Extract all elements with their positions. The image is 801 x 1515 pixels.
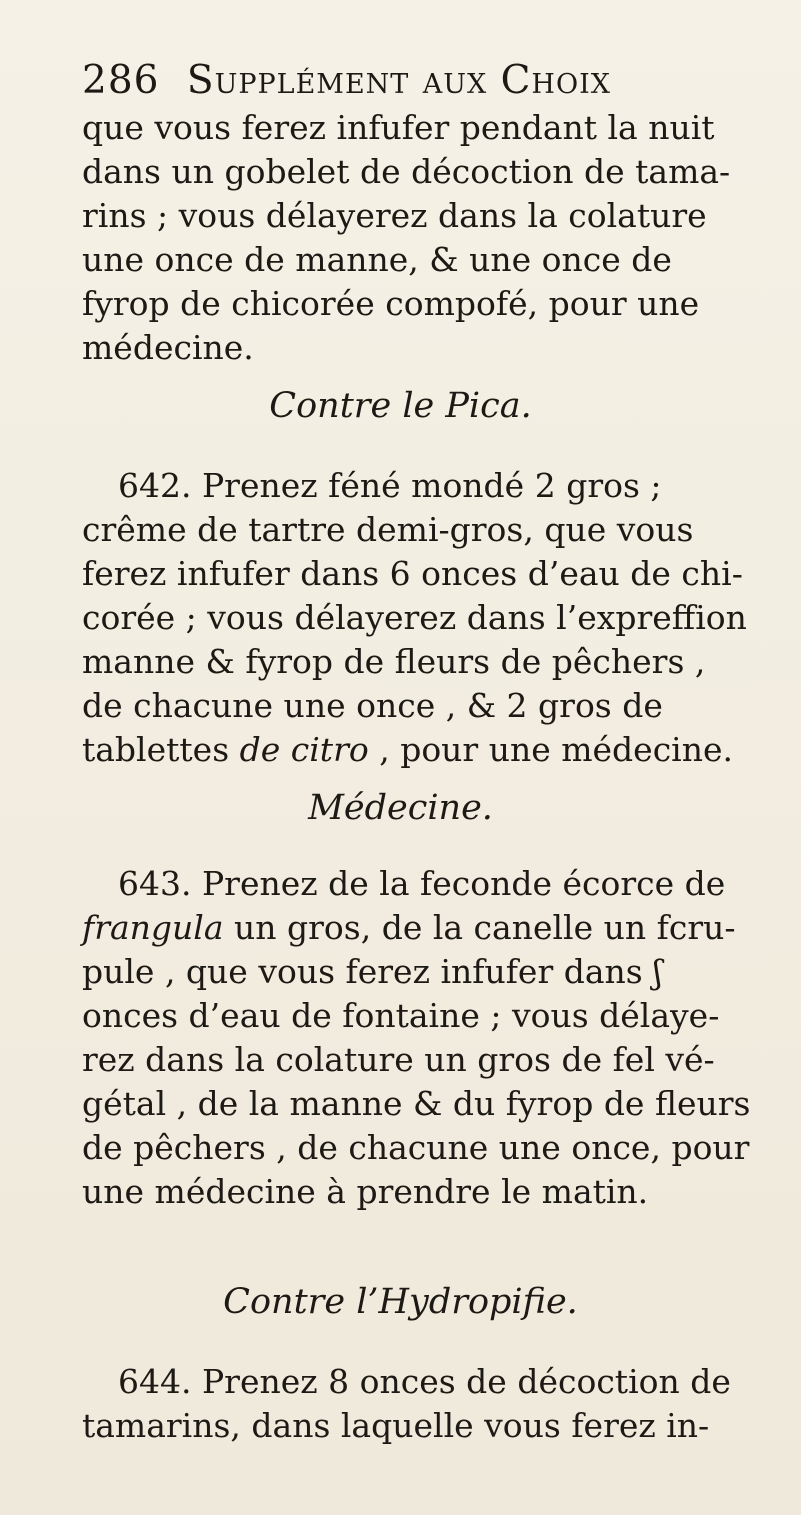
paragraph-continuation <box>82 106 762 370</box>
running-title: Supplément aux Choix <box>186 58 611 103</box>
italic-text-run: frangula <box>82 908 224 947</box>
text-run: un gros, de la canelle un fcru- <box>223 908 736 947</box>
text-line: 642. Prenez féné mondé 2 gros ; <box>118 466 662 505</box>
text-line: crême de tartre demi-gros, que vous <box>82 510 694 549</box>
text-line: rins ; vous délayerez dans la colature <box>82 196 707 235</box>
italic-text-run: de citro <box>239 730 369 769</box>
text-line: ferez infufer dans 6 onces d’eau de chi- <box>82 554 743 593</box>
running-head <box>82 58 611 103</box>
text-line: rez dans la colature un gros de fel vé- <box>82 1040 715 1079</box>
text-line: dans un gobelet de décoction de tama- <box>82 152 731 191</box>
text-line: une médecine à prendre le matin. <box>82 1172 649 1211</box>
text-line: une once de manne, & une once de <box>82 240 672 279</box>
text-line: fyrop de chicorée compofé, pour une <box>82 284 700 323</box>
section-heading: Contre le Pica. <box>269 386 532 426</box>
page-number: 286 <box>82 58 160 103</box>
section-heading: Contre l’Hydropifie. <box>223 1282 578 1322</box>
text-line: que vous ferez infufer pendant la nuit <box>82 108 715 147</box>
text-line: corée ; vous délayerez dans l’expreffion <box>82 598 747 637</box>
paragraph-644 <box>82 1360 762 1448</box>
text-line: de chacune une once , & 2 gros de <box>82 686 663 725</box>
paragraph-643 <box>82 862 762 1214</box>
text-line: pule , que vous ferez infufer dans ʃ <box>82 952 663 991</box>
text-line: manne & fyrop de fleurs de pêchers , <box>82 642 706 681</box>
text-line: gétal , de la manne & du fyrop de fleurs <box>82 1084 751 1123</box>
text-line: 644. Prenez 8 onces de décoction de <box>118 1362 731 1401</box>
text-line: médecine. <box>82 328 254 367</box>
text-line: onces d’eau de fontaine ; vous délaye- <box>82 996 720 1035</box>
text-line: tamarins, dans laquelle vous ferez in- <box>82 1406 710 1445</box>
text-line <box>82 728 762 772</box>
text-run: tablettes <box>82 730 240 769</box>
text-run: , pour une médecine. <box>368 730 734 769</box>
text-line: de pêchers , de chacune une once, pour <box>82 1128 750 1167</box>
paragraph-642 <box>82 464 762 772</box>
section-heading: Médecine. <box>308 788 493 828</box>
text-line <box>82 906 762 950</box>
text-line: 643. Prenez de la feconde écorce de <box>118 864 726 903</box>
